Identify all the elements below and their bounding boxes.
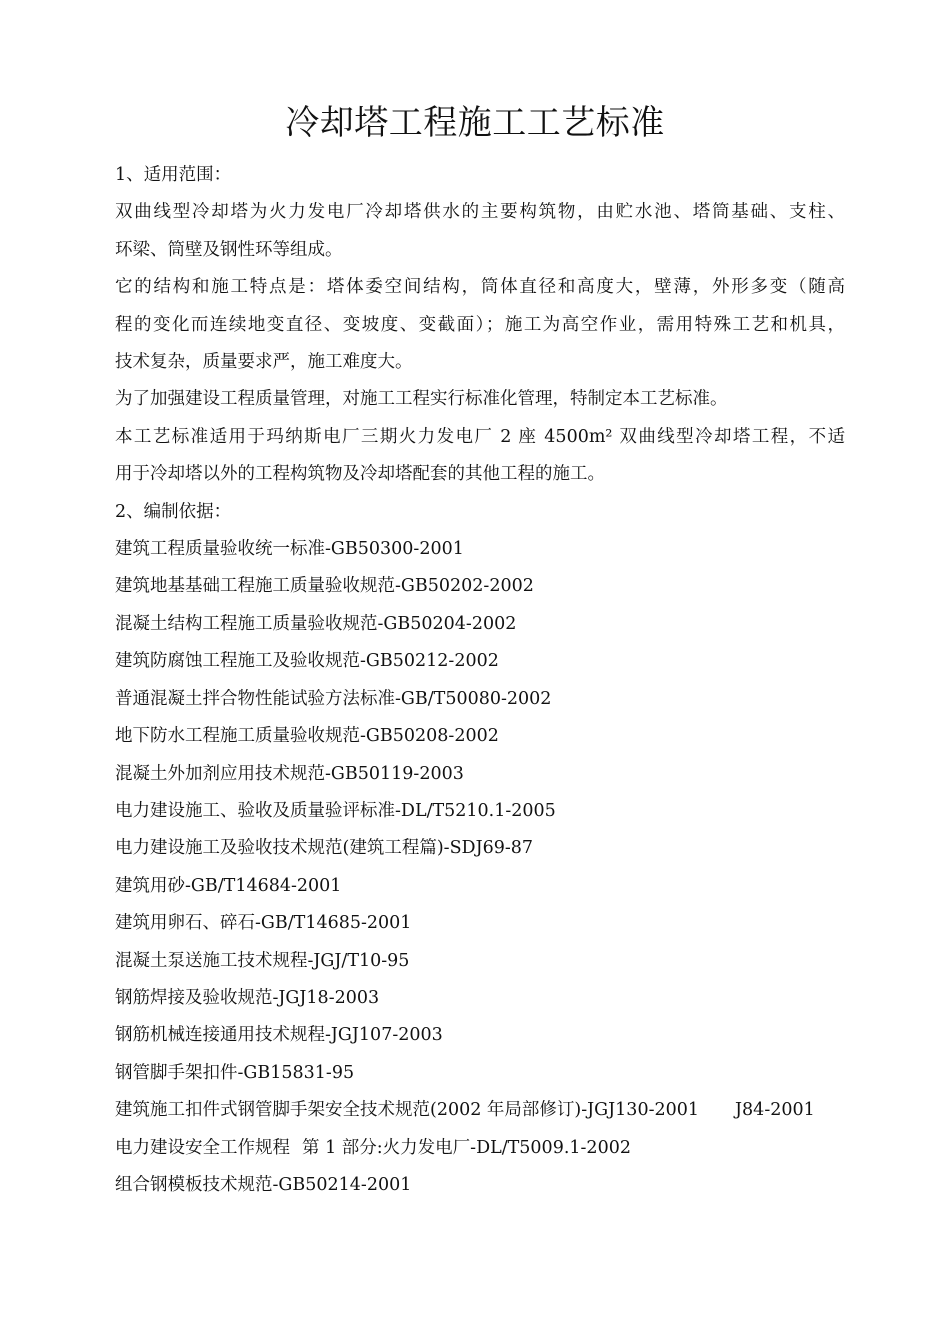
- standard-list-item-suffix: J84-2001: [735, 1100, 815, 1121]
- paragraph-line: 程的变化而连续地变直径、变坡度、变截面）；施工为高空作业，需用特殊工艺和机具，: [115, 314, 845, 335]
- standard-list-item: 混凝土结构工程施工质量验收规范-GB50204-2002: [115, 613, 517, 634]
- section-heading-basis: 2、编制依据：: [115, 501, 232, 522]
- document-body: [115, 157, 845, 1204]
- standard-list-item-main: 建筑施工扣件式钢管脚手架安全技术规范(2002 年局部修订)-JGJ130-2001: [115, 1100, 700, 1121]
- standard-list-item: 普通混凝土拌合物性能试验方法标准-GB/T50080-2002: [115, 688, 552, 709]
- standard-list-item: 建筑工程质量验收统一标准-GB50300-2001: [115, 539, 464, 560]
- standard-list-item-main: 第 1 部分:火力发电厂-DL/T5009.1-2002: [302, 1137, 631, 1158]
- paragraph-line: 技术复杂，质量要求严，施工难度大。: [115, 352, 413, 373]
- paragraph-line: 双曲线型冷却塔为火力发电厂冷却塔供水的主要构筑物，由贮水池、塔筒基础、支柱、: [115, 202, 845, 223]
- standard-list-item: 组合钢模板技术规范-GB50214-2001: [115, 1174, 412, 1195]
- section-heading-scope: 1、适用范围：: [115, 165, 232, 185]
- standard-list-item: 地下防水工程施工质量验收规范-GB50208-2002: [115, 726, 499, 747]
- standard-list-item: 电力建设施工、验收及质量验评标准-DL/T5210.1-2005: [115, 800, 556, 821]
- standard-list-item: 混凝土外加剂应用技术规范-GB50119-2003: [115, 763, 464, 784]
- document-title: 冷却塔工程施工工艺标准: [285, 103, 665, 143]
- standard-list-item: 钢筋机械连接通用技术规程-JGJ107-2003: [115, 1025, 443, 1046]
- standard-list-item: 建筑地基基础工程施工质量验收规范-GB50202-2002: [115, 576, 534, 597]
- standard-list-item: 钢筋焊接及验收规范-JGJ18-2003: [115, 987, 380, 1008]
- standard-list-item: 电力建设施工及验收技术规范(建筑工程篇)-SDJ69-87: [115, 838, 534, 859]
- paragraph-line: 环梁、筒壁及钢性环等组成。: [115, 239, 343, 260]
- paragraph-line: 为了加强建设工程质量管理，对施工工程实行标准化管理，特制定本工艺标准。: [115, 389, 728, 410]
- standard-list-item: 钢管脚手架扣件-GB15831-95: [115, 1062, 355, 1083]
- standard-list-item: 建筑防腐蚀工程施工及验收规范-GB50212-2002: [115, 651, 499, 672]
- standard-list-item: 混凝土泵送施工技术规程-JGJ/T10-95: [115, 950, 410, 971]
- paragraph-line: 用于冷却塔以外的工程构筑物及冷却塔配套的其他工程的施工。: [115, 464, 605, 485]
- paragraph-line: 它的结构和施工特点是：塔体委空间结构，筒体直径和高度大，壁薄，外形多变（随高: [115, 277, 845, 298]
- standard-list-item: [115, 1092, 845, 1129]
- standard-list-item: 建筑用卵石、碎石-GB/T14685-2001: [115, 913, 412, 934]
- paragraph-line: 本工艺标准适用于玛纳斯电厂三期火力发电厂 2 座 4500m² 双曲线型冷却塔工程，不适: [115, 426, 845, 447]
- standard-list-item: 建筑用砂-GB/T14684-2001: [115, 875, 342, 896]
- standard-list-item: [115, 1130, 845, 1167]
- standard-list-item-prefix: 电力建设安全工作规程: [115, 1137, 290, 1158]
